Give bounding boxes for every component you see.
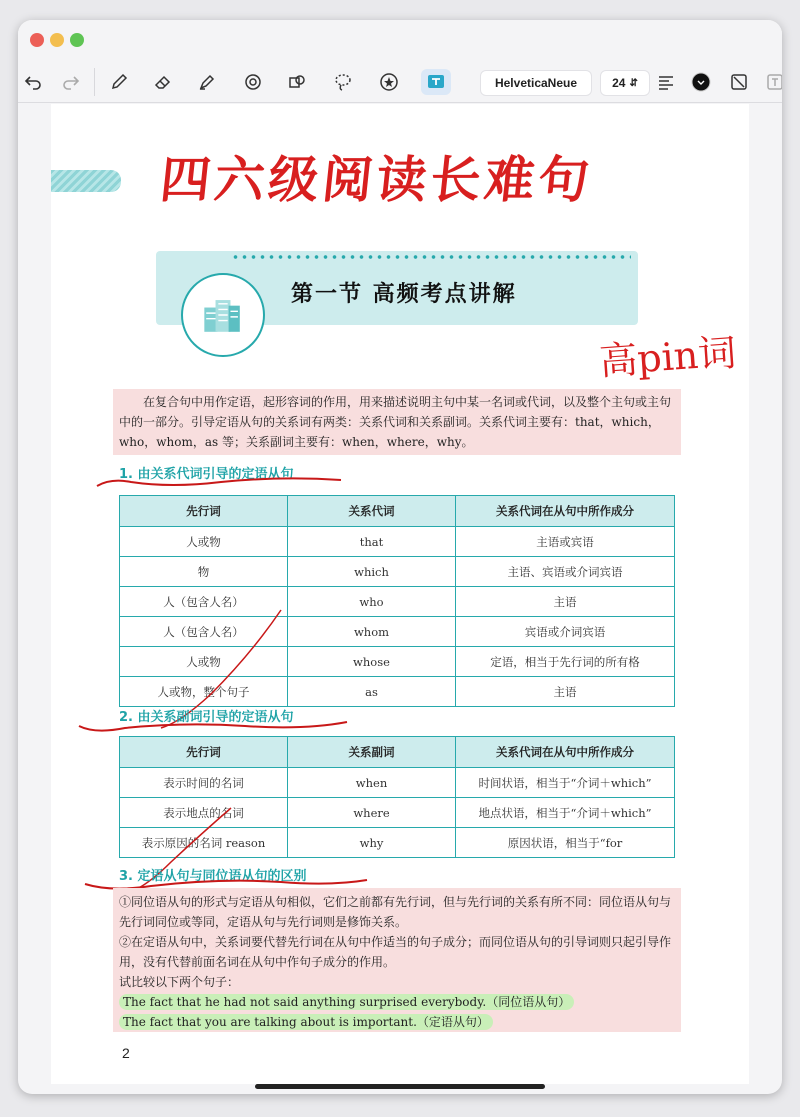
table-cell: 人或物 <box>120 647 288 677</box>
table-row <box>120 557 675 587</box>
table-cell: 表示时间的名词 <box>120 768 288 798</box>
table-header: 关系副词 <box>288 737 456 768</box>
toolbar <box>18 62 782 103</box>
text-tool-button[interactable] <box>421 69 451 95</box>
table-row <box>120 768 675 798</box>
table-cell: 主语、宾语或介词宾语 <box>456 557 675 587</box>
eraser-icon[interactable] <box>150 70 176 94</box>
decorative-stripe <box>51 170 121 192</box>
color-icon[interactable] <box>688 70 714 94</box>
table-cell: 人（包含人名） <box>120 587 288 617</box>
align-icon[interactable] <box>653 70 679 94</box>
table-cell: whom <box>288 617 456 647</box>
font-size-select[interactable] <box>600 70 650 96</box>
page-number: 2 <box>122 1045 130 1061</box>
intro-paragraph: 在复合句中用作定语，起形容词的作用，用来描述说明主句中某一名词或代词，以及整个主句或主句中的一部分。引导定语从句的关系词有两类：关系代词和关系副词。关系代词主要有：that，which，who，whom，as 等；关系副词主要有：when，where，why。 <box>119 395 672 449</box>
table-cell: 定语，相当于先行词的所有格 <box>456 647 675 677</box>
minimize-window-button[interactable] <box>50 33 64 47</box>
table-cell: 人或物，整个句子 <box>120 677 288 707</box>
heading-relative-pronoun: 1. 由关系代词引导的定语从句 <box>119 467 294 482</box>
table-header: 关系代词在从句中所作成分 <box>456 496 675 527</box>
compare-intro: 试比较以下两个句子： <box>119 975 240 989</box>
point-2: ②在定语从句中，关系词要代替先行词在从句中作适当的句子成分；而同位语从句的引导词则只起引导作用，没有代替前面名词在从句中作句子成分的作用。 <box>119 935 672 969</box>
example-1-line <box>119 992 679 1012</box>
point-1: ①同位语从句的形式与定语从句相似，它们之前都有先行词，但与先行词的关系有所不同：同位语从句与先行词同位或等同，定语从句与先行词则是修饰关系。 <box>119 895 672 929</box>
redo-icon[interactable] <box>58 70 84 94</box>
example-1: The fact that he had not said anything surprised everybody.（同位语从句） <box>119 994 574 1010</box>
example-2: The fact that you are talking about is important.（定语从句） <box>119 1014 493 1030</box>
pen-icon[interactable] <box>106 70 132 94</box>
undo-icon[interactable] <box>20 70 46 94</box>
app-window <box>18 20 782 1094</box>
table-header: 关系代词 <box>288 496 456 527</box>
title-bar <box>18 20 782 62</box>
table-header: 先行词 <box>120 737 288 768</box>
table-header-row <box>120 737 675 768</box>
close-window-button[interactable] <box>30 33 44 47</box>
section-title: 第一节 高频考点讲解 <box>291 281 517 307</box>
table-cell: 人（包含人名） <box>120 617 288 647</box>
building-icon <box>181 273 265 357</box>
table-header: 先行词 <box>120 496 288 527</box>
table-header-row <box>120 496 675 527</box>
table-row <box>120 527 675 557</box>
table-cell: 地点状语，相当于“介词＋which” <box>456 798 675 828</box>
table-cell: where <box>288 798 456 828</box>
table-cell: 原因状语，相当于“for <box>456 828 675 858</box>
example-2-line <box>119 1012 679 1032</box>
table-header: 关系代词在从句中所作成分 <box>456 737 675 768</box>
heading-comparison: 3. 定语从句与同位语从句的区别 <box>119 869 307 884</box>
lasso-icon[interactable] <box>330 70 356 94</box>
table-cell: 主语 <box>456 587 675 617</box>
table-cell: 人或物 <box>120 527 288 557</box>
zoom-window-button[interactable] <box>70 33 84 47</box>
table-cell: why <box>288 828 456 858</box>
table-cell: 表示地点的名词 <box>120 798 288 828</box>
line-icon[interactable] <box>726 70 752 94</box>
font-size-value: 24 <box>612 76 626 90</box>
handwritten-title: 四六级阅读长难句 <box>157 150 596 209</box>
table-cell: as <box>288 677 456 707</box>
table-cell: 时间状语，相当于“介词＋which” <box>456 768 675 798</box>
sticker-icon[interactable] <box>284 70 310 94</box>
handwritten-underline-2 <box>75 708 355 738</box>
table-cell: when <box>288 768 456 798</box>
stepper-chevron-icon: ⇵ <box>629 77 638 89</box>
star-icon[interactable] <box>376 70 402 94</box>
table-cell: whose <box>288 647 456 677</box>
heading-relative-adverb: 2. 由关系副词引导的定语从句 <box>119 710 294 725</box>
table-cell: 宾语或介词宾语 <box>456 617 675 647</box>
table-cell: that <box>288 527 456 557</box>
decorative-dots <box>231 254 631 260</box>
document-page[interactable] <box>51 104 749 1084</box>
handwritten-underline-1 <box>91 464 351 494</box>
font-family-select[interactable]: HelveticaNeue <box>480 70 592 96</box>
text-icon <box>426 72 446 92</box>
table-cell: 主语或宾语 <box>456 527 675 557</box>
textbox-icon[interactable] <box>762 70 782 94</box>
table-cell: who <box>288 587 456 617</box>
home-indicator <box>255 1084 545 1089</box>
table-cell: 主语 <box>456 677 675 707</box>
table-cell: which <box>288 557 456 587</box>
shape-icon[interactable] <box>240 70 266 94</box>
table-cell: 物 <box>120 557 288 587</box>
handwritten-note: 高pin词 <box>597 330 738 384</box>
table-cell: 表示原因的名词 reason <box>120 828 288 858</box>
highlighter-icon[interactable] <box>194 70 220 94</box>
